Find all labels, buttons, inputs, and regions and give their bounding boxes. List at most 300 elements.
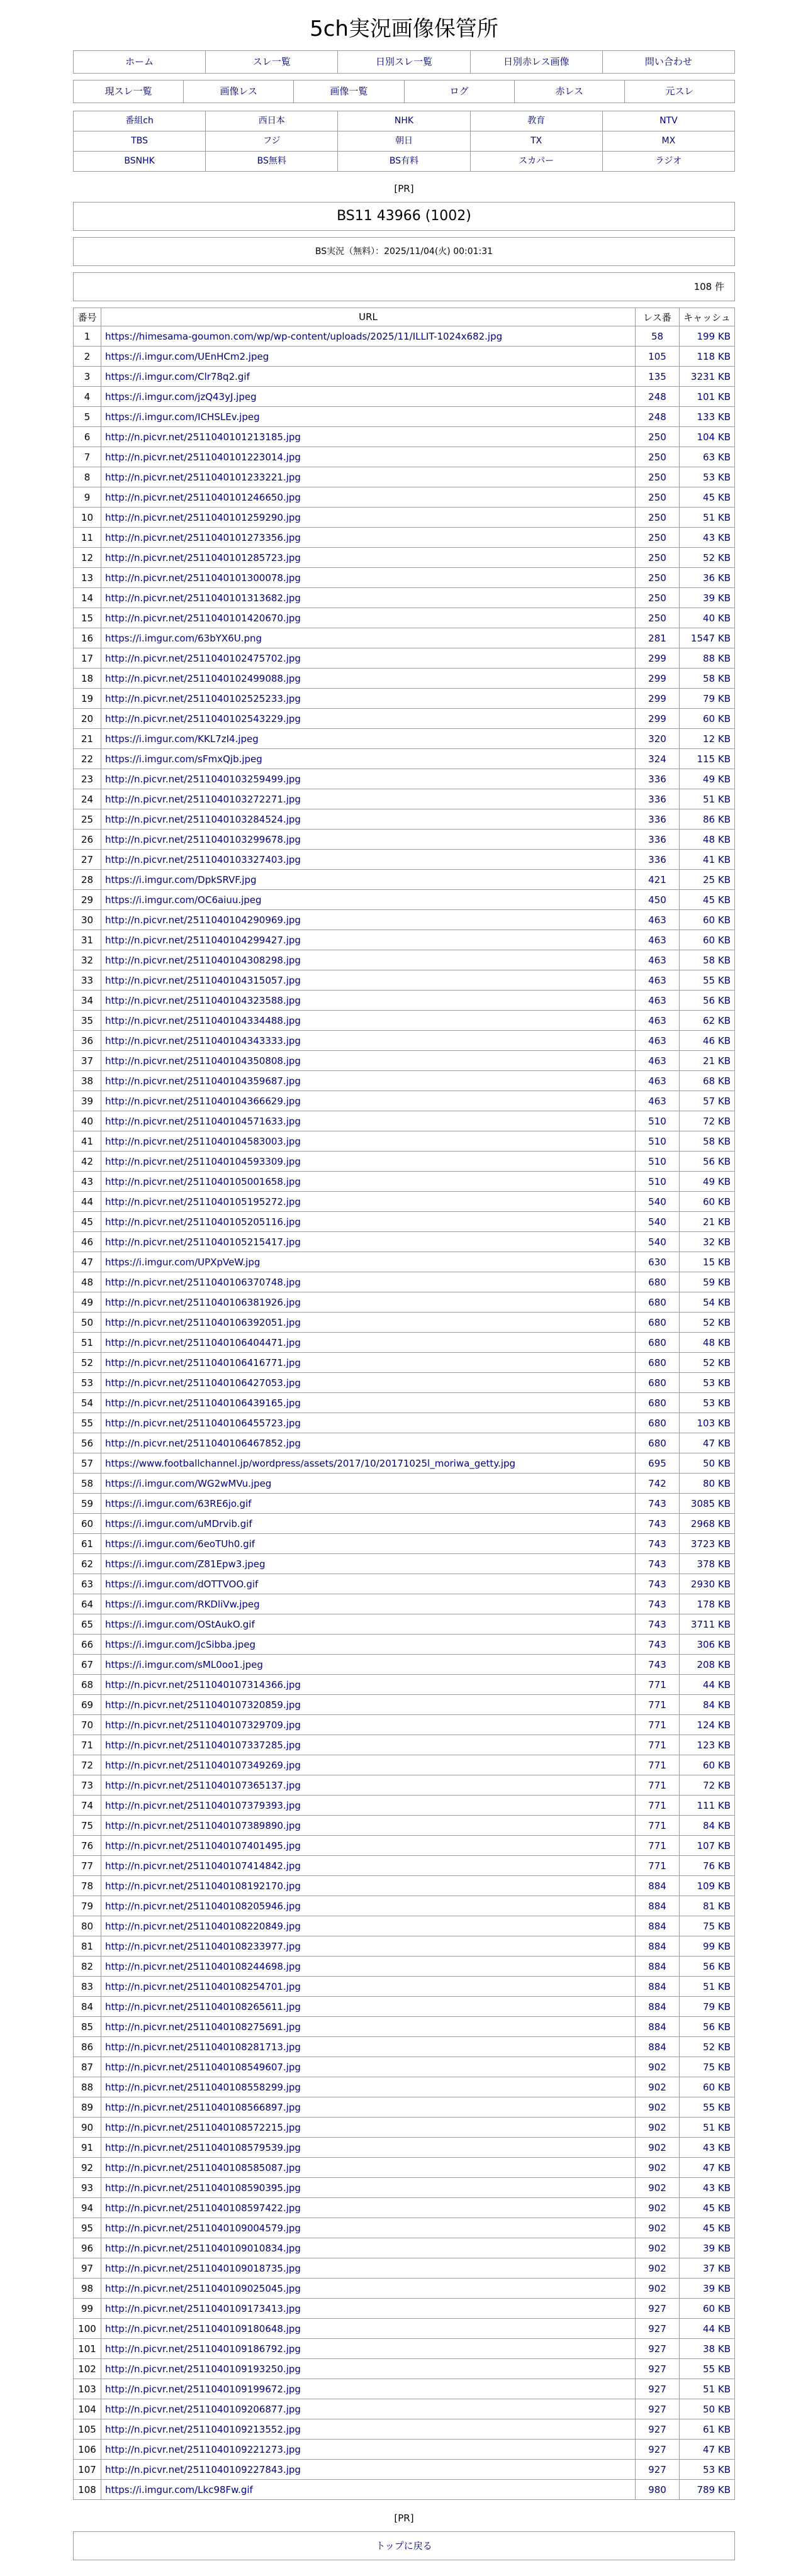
row-cache-link[interactable]: 2930 KB (680, 1574, 735, 1594)
row-cache-link[interactable]: 36 KB (680, 568, 735, 588)
image-url-link[interactable]: http://n.picvr.net/2511040103284524.jpg (105, 813, 301, 825)
image-url-link[interactable]: http://n.picvr.net/2511040106392051.jpg (105, 1316, 301, 1328)
row-res-number[interactable]: 927 (636, 2460, 680, 2480)
image-url-link[interactable]: http://n.picvr.net/2511040101223014.jpg (105, 451, 301, 463)
row-cache-link[interactable]: 55 KB (680, 970, 735, 991)
nav-primary-item-0[interactable]: ホーム (74, 51, 206, 74)
image-url-link[interactable]: http://n.picvr.net/2511040108566897.jpg (105, 2101, 301, 2113)
row-res-number[interactable]: 902 (636, 2238, 680, 2258)
image-url-link[interactable]: http://n.picvr.net/2511040108281713.jpg (105, 2041, 301, 2053)
nav-secondary-item-5[interactable]: 元スレ (625, 80, 735, 103)
image-url-link[interactable]: http://n.picvr.net/2511040104315057.jpg (105, 974, 301, 986)
row-cache-link[interactable]: 43 KB (680, 2138, 735, 2158)
row-cache-link[interactable]: 72 KB (680, 1775, 735, 1796)
row-res-number[interactable]: 105 (636, 347, 680, 367)
row-res-number[interactable]: 250 (636, 427, 680, 447)
row-res-number[interactable]: 510 (636, 1172, 680, 1192)
row-cache-link[interactable]: 60 KB (680, 1192, 735, 1212)
row-res-number[interactable]: 281 (636, 628, 680, 648)
row-cache-link[interactable]: 52 KB (680, 2037, 735, 2057)
image-url-link[interactable]: https://i.imgur.com/6eoTUh0.gif (105, 1538, 255, 1550)
row-cache-link[interactable]: 58 KB (680, 1131, 735, 1152)
image-url-link[interactable]: http://n.picvr.net/2511040107414842.jpg (105, 1860, 301, 1872)
row-res-number[interactable]: 250 (636, 508, 680, 528)
nav-secondary-item-3[interactable]: ログ (405, 80, 515, 103)
row-res-number[interactable]: 884 (636, 1896, 680, 1916)
image-url-link[interactable]: http://n.picvr.net/2511040104299427.jpg (105, 934, 301, 946)
row-res-number[interactable]: 902 (636, 2138, 680, 2158)
row-cache-link[interactable]: 53 KB (680, 1373, 735, 1393)
image-url-link[interactable]: http://n.picvr.net/2511040104290969.jpg (105, 914, 301, 926)
row-res-number[interactable]: 320 (636, 729, 680, 749)
row-res-number[interactable]: 324 (636, 749, 680, 769)
row-cache-link[interactable]: 44 KB (680, 1675, 735, 1695)
row-res-number[interactable]: 336 (636, 809, 680, 830)
image-url-link[interactable]: http://n.picvr.net/2511040108597422.jpg (105, 2202, 301, 2214)
row-res-number[interactable]: 771 (636, 1836, 680, 1856)
nav-channel-item-7[interactable]: 朝日 (338, 131, 470, 152)
row-cache-link[interactable]: 61 KB (680, 2419, 735, 2440)
row-res-number[interactable]: 743 (636, 1635, 680, 1655)
row-cache-link[interactable]: 1547 KB (680, 628, 735, 648)
row-cache-link[interactable]: 52 KB (680, 548, 735, 568)
image-url-link[interactable]: https://i.imgur.com/RKDliVw.jpeg (105, 1598, 260, 1610)
row-cache-link[interactable]: 39 KB (680, 2279, 735, 2299)
row-cache-link[interactable]: 52 KB (680, 1353, 735, 1373)
image-url-link[interactable]: http://n.picvr.net/2511040102475702.jpg (105, 652, 301, 664)
row-cache-link[interactable]: 59 KB (680, 1272, 735, 1292)
row-res-number[interactable]: 680 (636, 1373, 680, 1393)
row-res-number[interactable]: 250 (636, 568, 680, 588)
image-url-link[interactable]: http://n.picvr.net/2511040109186792.jpg (105, 2343, 301, 2355)
row-res-number[interactable]: 771 (636, 1695, 680, 1715)
image-url-link[interactable]: http://n.picvr.net/2511040109193250.jpg (105, 2363, 301, 2375)
row-cache-link[interactable]: 54 KB (680, 1292, 735, 1313)
image-url-link[interactable]: http://n.picvr.net/2511040106439165.jpg (105, 1397, 301, 1409)
row-cache-link[interactable]: 49 KB (680, 1172, 735, 1192)
nav-channel-item-14[interactable]: ラジオ (603, 152, 735, 172)
image-url-link[interactable]: https://i.imgur.com/UPXpVeW.jpg (105, 1256, 261, 1268)
row-res-number[interactable]: 902 (636, 2077, 680, 2097)
image-url-link[interactable]: http://n.picvr.net/2511040109004579.jpg (105, 2222, 301, 2234)
image-url-link[interactable]: http://n.picvr.net/2511040105215417.jpg (105, 1236, 301, 1248)
image-url-link[interactable]: http://n.picvr.net/2511040107314366.jpg (105, 1679, 301, 1690)
image-url-link[interactable]: http://n.picvr.net/2511040104323588.jpg (105, 994, 301, 1006)
row-res-number[interactable]: 463 (636, 1031, 680, 1051)
row-cache-link[interactable]: 50 KB (680, 1453, 735, 1474)
row-res-number[interactable]: 902 (636, 2057, 680, 2077)
row-cache-link[interactable]: 39 KB (680, 588, 735, 608)
row-cache-link[interactable]: 99 KB (680, 1936, 735, 1957)
row-cache-link[interactable]: 118 KB (680, 347, 735, 367)
row-cache-link[interactable]: 104 KB (680, 427, 735, 447)
row-res-number[interactable]: 743 (636, 1574, 680, 1594)
row-res-number[interactable]: 771 (636, 1715, 680, 1735)
nav-channel-item-0[interactable]: 番組ch (74, 111, 206, 131)
row-res-number[interactable]: 463 (636, 970, 680, 991)
row-cache-link[interactable]: 49 KB (680, 769, 735, 789)
row-cache-link[interactable]: 12 KB (680, 729, 735, 749)
image-url-link[interactable]: http://n.picvr.net/2511040108220849.jpg (105, 1920, 301, 1932)
row-res-number[interactable]: 680 (636, 1313, 680, 1333)
row-cache-link[interactable]: 39 KB (680, 2238, 735, 2258)
row-res-number[interactable]: 630 (636, 1252, 680, 1272)
row-res-number[interactable]: 927 (636, 2299, 680, 2319)
row-cache-link[interactable]: 55 KB (680, 2097, 735, 2118)
image-url-link[interactable]: http://n.picvr.net/2511040108590395.jpg (105, 2182, 301, 2194)
image-url-link[interactable]: http://n.picvr.net/2511040109173413.jpg (105, 2302, 301, 2314)
row-cache-link[interactable]: 47 KB (680, 1433, 735, 1453)
row-res-number[interactable]: 927 (636, 2399, 680, 2419)
row-res-number[interactable]: 680 (636, 1413, 680, 1433)
row-cache-link[interactable]: 81 KB (680, 1896, 735, 1916)
image-url-link[interactable]: https://i.imgur.com/jzQ43yJ.jpeg (105, 391, 257, 402)
image-url-link[interactable]: http://n.picvr.net/2511040101213185.jpg (105, 431, 301, 443)
row-res-number[interactable]: 680 (636, 1393, 680, 1413)
nav-primary-item-4[interactable]: 問い合わせ (603, 51, 735, 74)
row-res-number[interactable]: 902 (636, 2198, 680, 2218)
nav-primary-item-2[interactable]: 日別スレ一覧 (338, 51, 470, 74)
row-res-number[interactable]: 884 (636, 1957, 680, 1977)
row-cache-link[interactable]: 58 KB (680, 669, 735, 689)
row-res-number[interactable]: 980 (636, 2480, 680, 2500)
image-url-link[interactable]: http://n.picvr.net/2511040108244698.jpg (105, 1960, 301, 1972)
image-url-link[interactable]: http://n.picvr.net/2511040104308298.jpg (105, 954, 301, 966)
row-cache-link[interactable]: 103 KB (680, 1413, 735, 1433)
image-url-link[interactable]: http://n.picvr.net/2511040107379393.jpg (105, 1799, 301, 1811)
row-cache-link[interactable]: 79 KB (680, 1997, 735, 2017)
nav-channel-item-4[interactable]: NTV (603, 111, 735, 131)
row-cache-link[interactable]: 84 KB (680, 1816, 735, 1836)
nav-secondary-item-2[interactable]: 画像一覧 (294, 80, 404, 103)
row-res-number[interactable]: 336 (636, 830, 680, 850)
row-cache-link[interactable]: 25 KB (680, 870, 735, 890)
row-res-number[interactable]: 248 (636, 407, 680, 427)
row-res-number[interactable]: 450 (636, 890, 680, 910)
row-res-number[interactable]: 250 (636, 447, 680, 467)
row-cache-link[interactable]: 44 KB (680, 2319, 735, 2339)
row-cache-link[interactable]: 15 KB (680, 1252, 735, 1272)
row-cache-link[interactable]: 51 KB (680, 1977, 735, 1997)
row-res-number[interactable]: 884 (636, 2037, 680, 2057)
row-res-number[interactable]: 743 (636, 1514, 680, 1534)
row-res-number[interactable]: 336 (636, 850, 680, 870)
image-url-link[interactable]: https://i.imgur.com/KKL7zI4.jpeg (105, 733, 259, 745)
row-cache-link[interactable]: 32 KB (680, 1232, 735, 1252)
image-url-link[interactable]: http://n.picvr.net/2511040108192170.jpg (105, 1880, 301, 1892)
image-url-link[interactable]: http://n.picvr.net/2511040106404471.jpg (105, 1336, 301, 1348)
image-url-link[interactable]: https://i.imgur.com/63RE6jo.gif (105, 1497, 252, 1509)
image-url-link[interactable]: http://n.picvr.net/2511040101233221.jpg (105, 471, 301, 483)
image-url-link[interactable]: http://n.picvr.net/2511040101259290.jpg (105, 511, 301, 523)
row-cache-link[interactable]: 46 KB (680, 1031, 735, 1051)
row-cache-link[interactable]: 45 KB (680, 487, 735, 508)
row-res-number[interactable]: 540 (636, 1192, 680, 1212)
row-res-number[interactable]: 902 (636, 2097, 680, 2118)
image-url-link[interactable]: http://n.picvr.net/2511040104366629.jpg (105, 1095, 301, 1107)
row-res-number[interactable]: 927 (636, 2319, 680, 2339)
image-url-link[interactable]: http://n.picvr.net/2511040108572215.jpg (105, 2121, 301, 2133)
row-res-number[interactable]: 510 (636, 1111, 680, 1131)
row-cache-link[interactable]: 45 KB (680, 2198, 735, 2218)
image-url-link[interactable]: http://n.picvr.net/2511040108579539.jpg (105, 2141, 301, 2153)
row-cache-link[interactable]: 306 KB (680, 1635, 735, 1655)
row-res-number[interactable]: 58 (636, 326, 680, 347)
row-cache-link[interactable]: 79 KB (680, 689, 735, 709)
row-cache-link[interactable]: 3085 KB (680, 1494, 735, 1514)
image-url-link[interactable]: http://n.picvr.net/2511040104593309.jpg (105, 1155, 301, 1167)
row-cache-link[interactable]: 75 KB (680, 1916, 735, 1936)
image-url-link[interactable]: http://n.picvr.net/2511040107401495.jpg (105, 1840, 301, 1852)
row-cache-link[interactable]: 53 KB (680, 467, 735, 487)
image-url-link[interactable]: http://n.picvr.net/2511040109199672.jpg (105, 2383, 301, 2395)
row-cache-link[interactable]: 63 KB (680, 447, 735, 467)
image-url-link[interactable]: http://n.picvr.net/2511040107349269.jpg (105, 1759, 301, 1771)
image-url-link[interactable]: http://n.picvr.net/2511040101273356.jpg (105, 531, 301, 543)
image-url-link[interactable]: https://i.imgur.com/sML0oo1.jpeg (105, 1658, 263, 1670)
image-url-link[interactable]: http://n.picvr.net/2511040103299678.jpg (105, 833, 301, 845)
row-res-number[interactable]: 902 (636, 2158, 680, 2178)
image-url-link[interactable]: http://n.picvr.net/2511040104583003.jpg (105, 1135, 301, 1147)
image-url-link[interactable]: https://i.imgur.com/OC6aiuu.jpeg (105, 894, 262, 906)
image-url-link[interactable]: http://n.picvr.net/2511040108275691.jpg (105, 2021, 301, 2033)
row-res-number[interactable]: 299 (636, 709, 680, 729)
row-res-number[interactable]: 540 (636, 1212, 680, 1232)
image-url-link[interactable]: https://i.imgur.com/UEnHCm2.jpeg (105, 350, 269, 362)
row-res-number[interactable]: 743 (636, 1554, 680, 1574)
row-cache-link[interactable]: 80 KB (680, 1474, 735, 1494)
row-res-number[interactable]: 463 (636, 930, 680, 950)
row-cache-link[interactable]: 60 KB (680, 709, 735, 729)
nav-secondary-item-1[interactable]: 画像レス (184, 80, 294, 103)
row-cache-link[interactable]: 107 KB (680, 1836, 735, 1856)
row-cache-link[interactable]: 124 KB (680, 1715, 735, 1735)
row-cache-link[interactable]: 48 KB (680, 1333, 735, 1353)
row-res-number[interactable]: 902 (636, 2178, 680, 2198)
row-res-number[interactable]: 336 (636, 769, 680, 789)
image-url-link[interactable]: http://n.picvr.net/2511040106455723.jpg (105, 1417, 301, 1429)
image-url-link[interactable]: http://n.picvr.net/2511040108549607.jpg (105, 2061, 301, 2073)
image-url-link[interactable]: http://n.picvr.net/2511040109213552.jpg (105, 2423, 301, 2435)
row-cache-link[interactable]: 58 KB (680, 950, 735, 970)
row-cache-link[interactable]: 43 KB (680, 2178, 735, 2198)
row-cache-link[interactable]: 60 KB (680, 2077, 735, 2097)
nav-channel-item-10[interactable]: BSNHK (74, 152, 206, 172)
image-url-link[interactable]: http://n.picvr.net/2511040103327403.jpg (105, 853, 301, 865)
row-res-number[interactable]: 421 (636, 870, 680, 890)
row-cache-link[interactable]: 52 KB (680, 1313, 735, 1333)
row-cache-link[interactable]: 3231 KB (680, 367, 735, 387)
image-url-link[interactable]: https://i.imgur.com/Lkc98Fw.gif (105, 2484, 253, 2496)
row-res-number[interactable]: 884 (636, 2017, 680, 2037)
image-url-link[interactable]: http://n.picvr.net/2511040102525233.jpg (105, 692, 301, 704)
row-res-number[interactable]: 463 (636, 1011, 680, 1031)
image-url-link[interactable]: http://n.picvr.net/2511040108254701.jpg (105, 1980, 301, 1992)
row-cache-link[interactable]: 47 KB (680, 2440, 735, 2460)
image-url-link[interactable]: http://n.picvr.net/2511040109206877.jpg (105, 2403, 301, 2415)
nav-primary-item-3[interactable]: 日別赤レス画像 (471, 51, 603, 74)
image-url-link[interactable]: http://n.picvr.net/2511040105195272.jpg (105, 1196, 301, 1208)
image-url-link[interactable]: http://n.picvr.net/2511040101285723.jpg (105, 552, 301, 564)
row-cache-link[interactable]: 109 KB (680, 1876, 735, 1896)
image-url-link[interactable]: http://n.picvr.net/2511040104571633.jpg (105, 1115, 301, 1127)
row-res-number[interactable]: 463 (636, 991, 680, 1011)
row-cache-link[interactable]: 111 KB (680, 1796, 735, 1816)
image-url-link[interactable]: http://n.picvr.net/2511040104359687.jpg (105, 1075, 301, 1087)
row-cache-link[interactable]: 133 KB (680, 407, 735, 427)
row-cache-link[interactable]: 53 KB (680, 2460, 735, 2480)
nav-secondary-item-4[interactable]: 赤レス (515, 80, 625, 103)
image-url-link[interactable]: https://i.imgur.com/OStAukO.gif (105, 1618, 255, 1630)
row-res-number[interactable]: 463 (636, 910, 680, 930)
row-cache-link[interactable]: 38 KB (680, 2339, 735, 2359)
nav-secondary-item-0[interactable]: 現スレ一覧 (74, 80, 184, 103)
image-url-link[interactable]: http://n.picvr.net/2511040109010834.jpg (105, 2242, 301, 2254)
row-res-number[interactable]: 927 (636, 2379, 680, 2399)
row-res-number[interactable]: 680 (636, 1292, 680, 1313)
row-res-number[interactable]: 902 (636, 2258, 680, 2279)
image-url-link[interactable]: http://n.picvr.net/2511040103259499.jpg (105, 773, 301, 785)
row-cache-link[interactable]: 45 KB (680, 2218, 735, 2238)
row-cache-link[interactable]: 41 KB (680, 850, 735, 870)
back-to-top-link[interactable]: トップに戻る (376, 2540, 432, 2551)
row-res-number[interactable]: 884 (636, 1916, 680, 1936)
row-res-number[interactable]: 250 (636, 487, 680, 508)
image-url-link[interactable]: http://n.picvr.net/2511040108265611.jpg (105, 2001, 301, 2012)
row-cache-link[interactable]: 21 KB (680, 1212, 735, 1232)
row-res-number[interactable]: 927 (636, 2440, 680, 2460)
row-cache-link[interactable]: 51 KB (680, 508, 735, 528)
row-res-number[interactable]: 771 (636, 1796, 680, 1816)
row-res-number[interactable]: 771 (636, 1856, 680, 1876)
row-res-number[interactable]: 463 (636, 1091, 680, 1111)
image-url-link[interactable]: http://n.picvr.net/2511040102543229.jpg (105, 713, 301, 724)
row-cache-link[interactable]: 88 KB (680, 648, 735, 669)
image-url-link[interactable]: http://n.picvr.net/2511040101246650.jpg (105, 491, 301, 503)
image-url-link[interactable]: http://n.picvr.net/2511040109025045.jpg (105, 2282, 301, 2294)
row-res-number[interactable]: 299 (636, 689, 680, 709)
image-url-link[interactable]: http://n.picvr.net/2511040108233977.jpg (105, 1940, 301, 1952)
row-cache-link[interactable]: 789 KB (680, 2480, 735, 2500)
row-res-number[interactable]: 695 (636, 1453, 680, 1474)
nav-channel-item-5[interactable]: TBS (74, 131, 206, 152)
image-url-link[interactable]: http://n.picvr.net/2511040102499088.jpg (105, 672, 301, 684)
row-res-number[interactable]: 927 (636, 2419, 680, 2440)
row-res-number[interactable]: 884 (636, 1936, 680, 1957)
nav-channel-item-11[interactable]: BS無料 (206, 152, 338, 172)
row-cache-link[interactable]: 3723 KB (680, 1534, 735, 1554)
row-res-number[interactable]: 884 (636, 1977, 680, 1997)
row-res-number[interactable]: 250 (636, 588, 680, 608)
row-cache-link[interactable]: 84 KB (680, 1695, 735, 1715)
row-cache-link[interactable]: 2968 KB (680, 1514, 735, 1534)
row-res-number[interactable]: 248 (636, 387, 680, 407)
image-url-link[interactable]: http://n.picvr.net/2511040101300078.jpg (105, 572, 301, 584)
row-res-number[interactable]: 902 (636, 2118, 680, 2138)
image-url-link[interactable]: https://i.imgur.com/Z81Epw3.jpeg (105, 1558, 266, 1570)
row-res-number[interactable]: 680 (636, 1433, 680, 1453)
row-res-number[interactable]: 463 (636, 1051, 680, 1071)
row-cache-link[interactable]: 199 KB (680, 326, 735, 347)
row-cache-link[interactable]: 72 KB (680, 1111, 735, 1131)
row-cache-link[interactable]: 378 KB (680, 1554, 735, 1574)
image-url-link[interactable]: http://n.picvr.net/2511040108558299.jpg (105, 2081, 301, 2093)
row-cache-link[interactable]: 60 KB (680, 910, 735, 930)
row-cache-link[interactable]: 101 KB (680, 387, 735, 407)
row-res-number[interactable]: 680 (636, 1272, 680, 1292)
row-res-number[interactable]: 902 (636, 2279, 680, 2299)
row-res-number[interactable]: 743 (636, 1534, 680, 1554)
row-cache-link[interactable]: 48 KB (680, 830, 735, 850)
nav-channel-item-3[interactable]: 教育 (471, 111, 603, 131)
image-url-link[interactable]: https://i.imgur.com/sFmxQjb.jpeg (105, 753, 262, 765)
row-res-number[interactable]: 927 (636, 2339, 680, 2359)
row-res-number[interactable]: 742 (636, 1474, 680, 1494)
image-url-link[interactable]: https://i.imgur.com/DpkSRVF.jpg (105, 874, 257, 886)
image-url-link[interactable]: http://n.picvr.net/2511040109221273.jpg (105, 2443, 301, 2455)
row-cache-link[interactable]: 3711 KB (680, 1614, 735, 1635)
row-res-number[interactable]: 250 (636, 548, 680, 568)
row-cache-link[interactable]: 86 KB (680, 809, 735, 830)
image-url-link[interactable]: http://n.picvr.net/2511040107365137.jpg (105, 1779, 301, 1791)
row-cache-link[interactable]: 68 KB (680, 1071, 735, 1091)
image-url-link[interactable]: https://i.imgur.com/dOTTVOO.gif (105, 1578, 259, 1590)
image-url-link[interactable]: http://n.picvr.net/2511040107337285.jpg (105, 1739, 301, 1751)
nav-channel-item-9[interactable]: MX (603, 131, 735, 152)
row-res-number[interactable]: 743 (636, 1655, 680, 1675)
image-url-link[interactable]: https://i.imgur.com/63bYX6U.png (105, 632, 262, 644)
row-res-number[interactable]: 771 (636, 1775, 680, 1796)
image-url-link[interactable]: http://n.picvr.net/2511040101313682.jpg (105, 592, 301, 604)
row-res-number[interactable]: 743 (636, 1594, 680, 1614)
row-res-number[interactable]: 680 (636, 1353, 680, 1373)
image-url-link[interactable]: http://n.picvr.net/2511040107320859.jpg (105, 1699, 301, 1711)
nav-channel-item-2[interactable]: NHK (338, 111, 470, 131)
row-cache-link[interactable]: 123 KB (680, 1735, 735, 1755)
image-url-link[interactable]: http://n.picvr.net/2511040104334488.jpg (105, 1014, 301, 1026)
row-res-number[interactable]: 540 (636, 1232, 680, 1252)
row-res-number[interactable]: 250 (636, 608, 680, 628)
image-url-link[interactable]: http://n.picvr.net/2511040104350808.jpg (105, 1055, 301, 1067)
image-url-link[interactable]: https://i.imgur.com/uMDrvib.gif (105, 1518, 252, 1530)
row-res-number[interactable]: 771 (636, 1735, 680, 1755)
row-cache-link[interactable]: 50 KB (680, 2399, 735, 2419)
row-cache-link[interactable]: 53 KB (680, 1393, 735, 1413)
image-url-link[interactable]: https://i.imgur.com/Clr78q2.gif (105, 370, 250, 382)
row-res-number[interactable]: 884 (636, 1997, 680, 2017)
nav-primary-item-1[interactable]: スレ一覧 (206, 51, 338, 74)
row-res-number[interactable]: 135 (636, 367, 680, 387)
row-cache-link[interactable]: 51 KB (680, 789, 735, 809)
row-cache-link[interactable]: 55 KB (680, 2359, 735, 2379)
row-res-number[interactable]: 250 (636, 528, 680, 548)
row-res-number[interactable]: 510 (636, 1131, 680, 1152)
image-url-link[interactable]: https://i.imgur.com/WG2wMVu.jpeg (105, 1477, 272, 1489)
row-cache-link[interactable]: 208 KB (680, 1655, 735, 1675)
image-url-link[interactable]: http://n.picvr.net/2511040105205116.jpg (105, 1216, 301, 1228)
image-url-link[interactable]: https://i.imgur.com/ICHSLEv.jpeg (105, 411, 260, 423)
image-url-link[interactable]: http://n.picvr.net/2511040108205946.jpg (105, 1900, 301, 1912)
row-cache-link[interactable]: 115 KB (680, 749, 735, 769)
row-cache-link[interactable]: 178 KB (680, 1594, 735, 1614)
image-url-link[interactable]: http://n.picvr.net/2511040106370748.jpg (105, 1276, 301, 1288)
row-res-number[interactable]: 771 (636, 1816, 680, 1836)
row-res-number[interactable]: 250 (636, 467, 680, 487)
nav-channel-item-6[interactable]: フジ (206, 131, 338, 152)
row-res-number[interactable]: 299 (636, 669, 680, 689)
nav-channel-item-8[interactable]: TX (471, 131, 603, 152)
image-url-link[interactable]: http://n.picvr.net/2511040104343333.jpg (105, 1035, 301, 1046)
